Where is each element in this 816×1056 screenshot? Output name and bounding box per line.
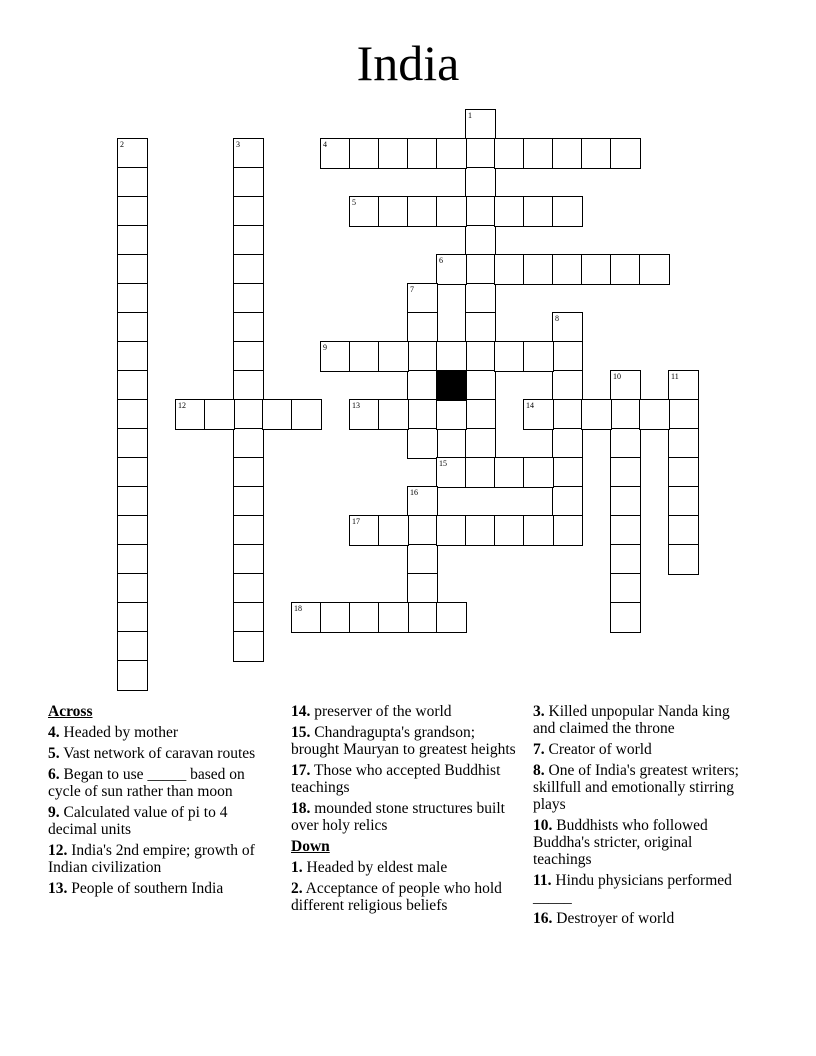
grid-cell[interactable] (117, 486, 148, 517)
grid-cell[interactable] (117, 631, 148, 662)
grid-cell[interactable] (233, 457, 264, 488)
clue-number: 18 (294, 604, 302, 613)
grid-cell[interactable] (233, 399, 264, 430)
grid-cell[interactable] (552, 341, 583, 372)
grid-cell[interactable] (436, 138, 467, 169)
grid-cell[interactable] (581, 399, 612, 430)
down-clue: 11. Hindu physicians performed _____ (533, 872, 732, 906)
grid-cell[interactable] (117, 341, 148, 372)
across-clue: 9. Calculated value of pi to 4 decimal units (48, 804, 228, 838)
grid-cell[interactable] (407, 573, 438, 604)
grid-cell[interactable] (610, 370, 641, 401)
grid-cell[interactable] (552, 486, 583, 517)
clue-number: 1 (468, 111, 472, 120)
clue-number: 14 (526, 401, 534, 410)
clue-number: 13 (352, 401, 360, 410)
grid-cell[interactable] (610, 486, 641, 517)
clue-number: 3 (236, 140, 240, 149)
grid-cell[interactable] (233, 138, 264, 169)
grid-cell[interactable] (378, 602, 409, 633)
grid-cell[interactable] (523, 399, 554, 430)
across-clue: 6. Began to use _____ based on cycle of sun rather than moon (48, 766, 245, 800)
grid-cell[interactable] (407, 370, 438, 401)
grid-cell[interactable] (465, 370, 496, 401)
grid-cell[interactable] (668, 370, 699, 401)
grid-cell[interactable] (349, 196, 380, 227)
grid-cell[interactable] (407, 312, 438, 343)
down-clue: 3. Killed unpopular Nanda king and claimed the throne (533, 703, 730, 737)
clue-column-3 (533, 703, 748, 931)
grid-cell[interactable] (291, 399, 322, 430)
clue-number: 8 (555, 314, 559, 323)
grid-cell[interactable] (407, 283, 438, 314)
grid-cell[interactable] (436, 254, 467, 285)
grid-cell[interactable] (465, 167, 496, 198)
grid-cell[interactable] (349, 515, 380, 546)
grid-cell[interactable] (668, 428, 699, 459)
grid-cell[interactable] (436, 515, 467, 546)
grid-cell[interactable] (407, 515, 438, 546)
grid-cell[interactable] (233, 370, 264, 401)
grid-cell[interactable] (523, 254, 554, 285)
grid-cell[interactable] (117, 573, 148, 604)
grid-cell[interactable] (610, 254, 641, 285)
down-clue: 10. Buddhists who followed Buddha's stricter, original teachings (533, 817, 708, 868)
grid-cell[interactable] (523, 138, 554, 169)
grid-cell[interactable] (523, 196, 554, 227)
grid-cell[interactable] (117, 196, 148, 227)
across-clue: 13. People of southern India (48, 880, 224, 897)
grid-cell[interactable] (436, 341, 467, 372)
grid-cell[interactable] (117, 167, 148, 198)
clue-number: 12 (178, 401, 186, 410)
clue-column-1 (48, 703, 278, 901)
clue-number: 4 (323, 140, 327, 149)
down-header: Down (291, 838, 330, 855)
grid-cell[interactable] (117, 660, 148, 691)
grid-cell[interactable] (117, 428, 148, 459)
grid-cell[interactable] (668, 515, 699, 546)
grid-cell[interactable] (639, 399, 670, 430)
grid-cell[interactable] (465, 428, 496, 459)
grid-cell[interactable] (465, 138, 496, 169)
grid-cell[interactable] (494, 196, 525, 227)
grid-cell[interactable] (233, 341, 264, 372)
grid-cell[interactable] (233, 515, 264, 546)
grid-cell[interactable] (610, 457, 641, 488)
grid-cell[interactable] (233, 602, 264, 633)
grid-cell[interactable] (233, 312, 264, 343)
grid-cell[interactable] (465, 399, 496, 430)
grid-cell[interactable] (552, 457, 583, 488)
grid-cell[interactable] (465, 283, 496, 314)
grid-cell[interactable] (581, 254, 612, 285)
grid-cell[interactable] (610, 515, 641, 546)
grid-cell[interactable] (233, 486, 264, 517)
page-title: India (356, 35, 460, 91)
grid-cell[interactable] (436, 399, 467, 430)
grid-cell[interactable] (407, 196, 438, 227)
grid-cell[interactable] (407, 486, 438, 517)
grid-cell[interactable] (175, 399, 206, 430)
grid-cell[interactable] (465, 196, 496, 227)
across-clue: 14. preserver of the world (291, 703, 452, 720)
grid-cell[interactable] (552, 370, 583, 401)
grid-cell[interactable] (436, 196, 467, 227)
grid-cell[interactable] (610, 138, 641, 169)
clue-number: 11 (671, 372, 679, 381)
grid-cell[interactable] (610, 573, 641, 604)
grid-cell[interactable] (262, 399, 293, 430)
grid-cell[interactable] (465, 225, 496, 256)
grid-cell[interactable] (233, 544, 264, 575)
grid-cell[interactable] (465, 515, 496, 546)
grid-cell[interactable] (552, 515, 583, 546)
across-clue: 17. Those who accepted Buddhist teachings (291, 762, 501, 796)
grid-cell[interactable] (320, 602, 351, 633)
grid-cell[interactable] (639, 254, 670, 285)
grid-cell[interactable] (233, 573, 264, 604)
grid-cell[interactable] (523, 341, 554, 372)
grid-cell[interactable] (233, 225, 264, 256)
grid-cell[interactable] (552, 428, 583, 459)
grid-cell[interactable] (117, 515, 148, 546)
grid-cell[interactable] (465, 109, 496, 140)
grid-cell[interactable] (378, 515, 409, 546)
across-header: Across (48, 703, 93, 720)
grid-cell[interactable] (552, 196, 583, 227)
grid-cell[interactable] (378, 399, 409, 430)
grid-cell[interactable] (552, 138, 583, 169)
across-clue: 18. mounded stone structures built over holy relics (291, 800, 505, 834)
grid-cell[interactable] (668, 457, 699, 488)
grid-cell[interactable] (436, 457, 467, 488)
across-clue: 4. Headed by mother (48, 724, 178, 741)
grid-cell[interactable] (117, 370, 148, 401)
down-clue: 7. Creator of world (533, 741, 652, 758)
clue-number: 16 (410, 488, 418, 497)
grid-cell[interactable] (610, 602, 641, 633)
grid-cell[interactable] (465, 254, 496, 285)
grid-cell[interactable] (204, 399, 235, 430)
grid-cell[interactable] (117, 225, 148, 256)
grid-cell[interactable] (233, 283, 264, 314)
grid-cell[interactable] (117, 602, 148, 633)
grid-block-cell (436, 370, 467, 401)
grid-cell[interactable] (523, 457, 554, 488)
across-clue: 5. Vast network of caravan routes (48, 745, 256, 762)
grid-cell[interactable] (233, 196, 264, 227)
grid-cell[interactable] (465, 457, 496, 488)
down-clue: 1. Headed by eldest male (291, 859, 448, 876)
clue-number: 5 (352, 198, 356, 207)
grid-cell[interactable] (465, 341, 496, 372)
grid-cell[interactable] (349, 399, 380, 430)
clue-number: 2 (120, 140, 124, 149)
grid-cell[interactable] (494, 341, 525, 372)
grid-cell[interactable] (349, 138, 380, 169)
clue-number: 10 (613, 372, 621, 381)
grid-cell[interactable] (494, 254, 525, 285)
grid-cell[interactable] (233, 167, 264, 198)
grid-cell[interactable] (233, 428, 264, 459)
grid-cell[interactable] (668, 399, 699, 430)
grid-cell[interactable] (233, 254, 264, 285)
grid-cell[interactable] (117, 457, 148, 488)
grid-cell[interactable] (117, 312, 148, 343)
grid-cell[interactable] (349, 341, 380, 372)
grid-cell[interactable] (523, 515, 554, 546)
grid-cell[interactable] (378, 138, 409, 169)
grid-cell[interactable] (494, 457, 525, 488)
grid-cell[interactable] (407, 399, 438, 430)
grid-cell[interactable] (436, 602, 467, 633)
grid-cell[interactable] (117, 254, 148, 285)
grid-cell[interactable] (552, 399, 583, 430)
grid-cell[interactable] (407, 544, 438, 575)
grid-cell[interactable] (117, 399, 148, 430)
grid-cell[interactable] (233, 631, 264, 662)
grid-cell[interactable] (407, 428, 438, 459)
grid-cell[interactable] (320, 138, 351, 169)
clue-column-2 (291, 703, 516, 918)
grid-cell[interactable] (610, 428, 641, 459)
grid-cell[interactable] (465, 312, 496, 343)
grid-cell[interactable] (610, 544, 641, 575)
grid-cell[interactable] (668, 544, 699, 575)
clue-number: 15 (439, 459, 447, 468)
grid-cell[interactable] (407, 602, 438, 633)
grid-cell[interactable] (581, 138, 612, 169)
grid-cell[interactable] (552, 254, 583, 285)
grid-cell[interactable] (668, 486, 699, 517)
across-clue: 12. India's 2nd empire; growth of Indian civilization (48, 842, 255, 876)
clue-number: 9 (323, 343, 327, 352)
grid-cell[interactable] (494, 138, 525, 169)
grid-cell[interactable] (117, 138, 148, 169)
grid-cell[interactable] (117, 544, 148, 575)
clue-number: 6 (439, 256, 443, 265)
grid-cell[interactable] (117, 283, 148, 314)
grid-cell[interactable] (552, 312, 583, 343)
grid-cell[interactable] (407, 341, 438, 372)
grid-cell[interactable] (407, 138, 438, 169)
grid-cell[interactable] (378, 341, 409, 372)
grid-cell[interactable] (349, 602, 380, 633)
down-clue: 8. One of India's greatest writers; skillfull and emotionally stirring plays (533, 762, 739, 813)
grid-cell[interactable] (378, 196, 409, 227)
down-clue: 16. Destroyer of world (533, 910, 675, 927)
grid-cell[interactable] (610, 399, 641, 430)
grid-cell[interactable] (494, 515, 525, 546)
clue-number: 17 (352, 517, 360, 526)
down-clue: 2. Acceptance of people who hold different religious beliefs (291, 880, 502, 914)
across-clue: 15. Chandragupta's grandson; brought Mauryan to greatest heights (291, 724, 516, 758)
grid-cell[interactable] (291, 602, 322, 633)
clue-number: 7 (410, 285, 414, 294)
grid-cell[interactable] (320, 341, 351, 372)
